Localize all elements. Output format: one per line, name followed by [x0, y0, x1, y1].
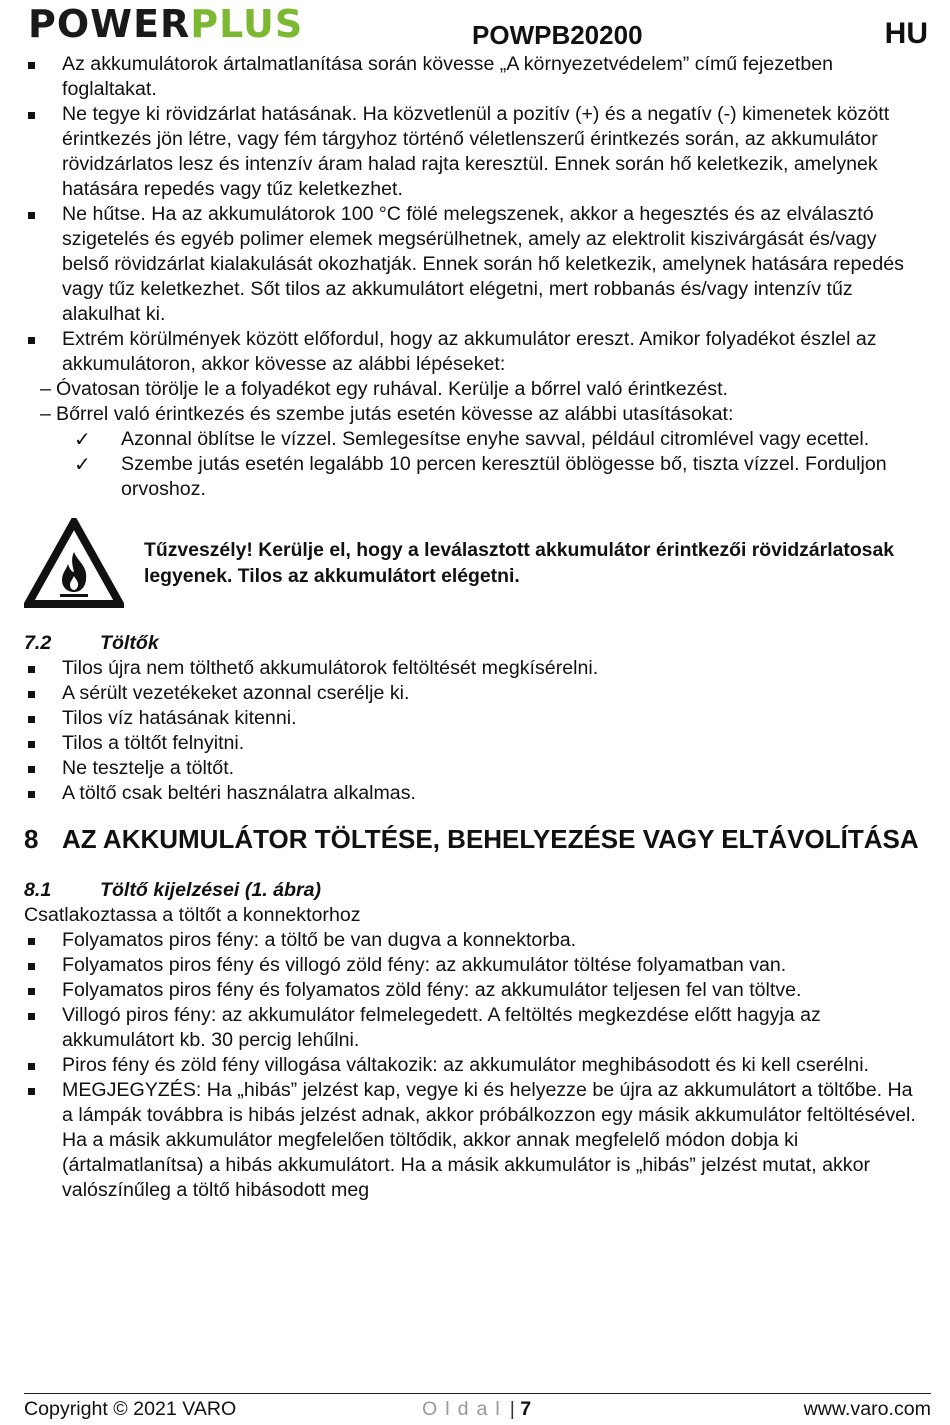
dash-item: – Óvatosan törölje le a folyadékot egy ruhával. Kerülje a bőrrel való érintkezést. [24, 377, 924, 402]
list-item: Ne hűtse. Ha az akkumulátorok 100 °C fölé melegszenek, akkor a hegesztés és az elválasztó szigetelés és egyéb polimer elemek megsérülhetnek, amely az elektrolit kiszivárgását és/vagy belső rövidzárlat kialakulását okozhatják. Ennek során hő keletkezik, amelynek hatására repedés vagy tűz keletkezhet. Sőt tilos az akkumulátort elégetni, mert robbanás és/vagy intenzív tűz alakulhat ki. [24, 202, 924, 327]
section-title: Töltő kijelzései (1. ábra) [100, 879, 322, 901]
list-item: Ne tegye ki rövidzárlat hatásának. Ha közvetlenül a pozitív (+) és a negatív (-) kimenetek között érintkezés jön létre, vagy fém tárgyhoz történő véletlenszerű érintkezés során, az akkumulátor rövidzárlatos lesz és intenzív áram halad rajta keresztül. Ennek során hő keletkezik, amelynek hatására repedés vagy tűz keletkezhet. [24, 102, 924, 202]
fire-warning-box [24, 518, 924, 608]
page-footer [24, 1393, 931, 1425]
copyright-text: Copyright © 2021 VARO [24, 1398, 237, 1420]
check-list [24, 427, 924, 502]
safety-bullet-list [24, 52, 924, 377]
list-item: Tilos újra nem tölthető akkumulátorok feltöltését megkísérelni. [24, 656, 924, 681]
list-item: Folyamatos piros fény és folyamatos zöld fény: az akkumulátor teljesen fel van töltve. [24, 978, 924, 1003]
check-item: ✓ Azonnal öblítse le vízzel. Semlegesítse enyhe savval, például citromlével vagy ecettel. [24, 427, 924, 452]
page-separator: | [509, 1398, 515, 1420]
list-item: Villogó piros fény: az akkumulátor felmelegedett. A feltöltés megkezdése előtt hagyja az akkumulátort kb. 30 percig lehűlni. [24, 1003, 924, 1053]
section-heading-8-1 [24, 877, 924, 903]
list-item: Piros fény és zöld fény villogása váltakozik: az akkumulátor meghibásodott és ki kell cserélni. [24, 1053, 924, 1078]
list-item: Extrém körülmények között előfordul, hogy az akkumulátor ereszt. Amikor folyadékot észlel az akkumulátoron, akkor kövesse az alábbi lépéseket: [24, 327, 924, 377]
page-number: 7 [520, 1398, 532, 1420]
list-item: A töltő csak beltéri használatra alkalmas. [24, 781, 924, 806]
chapter-title: AZ AKKUMULÁTOR TÖLTÉSE, BEHELYEZÉSE VAGY ELTÁVOLÍTÁSA [62, 824, 919, 854]
charger-bullet-list [24, 656, 924, 806]
dash-item: – Bőrrel való érintkezés és szembe jutás esetén kövesse az alábbi utasításokat: [24, 402, 924, 427]
logo-part-plus: PLUS [190, 2, 304, 46]
list-item: A sérült vezetékeket azonnal cserélje ki. [24, 681, 924, 706]
list-item: MEGJEGYZÉS: Ha „hibás” jelzést kap, vegye ki és helyezze be újra az akkumulátort a töltőbe. Ha a lámpák továbbra is hibás jelzést adnak, akkor próbálkozzon egy másik akkumulátor feltöltésével. Ha a másik akkumulátor megfelelően töltődik, akkor annak megfelelő módon dobja ki (ártalmatlanítsa) a hibás akkumulátort. Ha a másik akkumulátor is „hibás” jelzést mutat, akkor valószínűleg a töltő hibásodott meg [24, 1078, 924, 1203]
language-code: HU [884, 17, 928, 50]
section-title: Töltők [100, 632, 159, 654]
page-label: Oldal [422, 1398, 508, 1420]
list-item: Tilos víz hatásának kitenni. [24, 706, 924, 731]
list-item: Tilos a töltőt felnyitni. [24, 731, 924, 756]
page-indicator [422, 1398, 531, 1421]
fire-warning-text: Tűzveszély! Kerülje el, hogy a leválasztott akkumulátor érintkezői rövidzárlatosak legyenek. Tilos az akkumulátort elégetni. [144, 539, 895, 587]
chapter-number: 8 [24, 824, 39, 854]
page-header [0, 0, 950, 52]
fire-hazard-icon [24, 518, 124, 608]
check-item: ✓ Szembe jutás esetén legalább 10 percen keresztül öblögesse bő, tiszta vízzel. Forduljon orvoshoz. [24, 452, 924, 502]
page-content [24, 52, 924, 1203]
section-heading-7-2 [24, 630, 924, 656]
section-intro: Csatlakoztassa a töltőt a konnektorhoz [24, 904, 361, 926]
list-item: Folyamatos piros fény: a töltő be van dugva a konnektorba. [24, 928, 924, 953]
brand-logo [28, 4, 303, 44]
list-item: Ne tesztelje a töltőt. [24, 756, 924, 781]
model-number: POWPB20200 [472, 20, 643, 50]
chapter-heading-8 [24, 824, 924, 855]
list-item: Folyamatos piros fény és villogó zöld fény: az akkumulátor töltése folyamatban van. [24, 953, 924, 978]
website-link[interactable]: www.varo.com [803, 1398, 931, 1420]
list-item: Az akkumulátorok ártalmatlanítása során kövesse „A környezetvédelem” című fejezetben foglaltakat. [24, 52, 924, 102]
section-number: 8.1 [24, 879, 52, 901]
section-number: 7.2 [24, 632, 52, 654]
logo-part-power: POWER [28, 2, 191, 46]
indicator-bullet-list [24, 928, 924, 1203]
